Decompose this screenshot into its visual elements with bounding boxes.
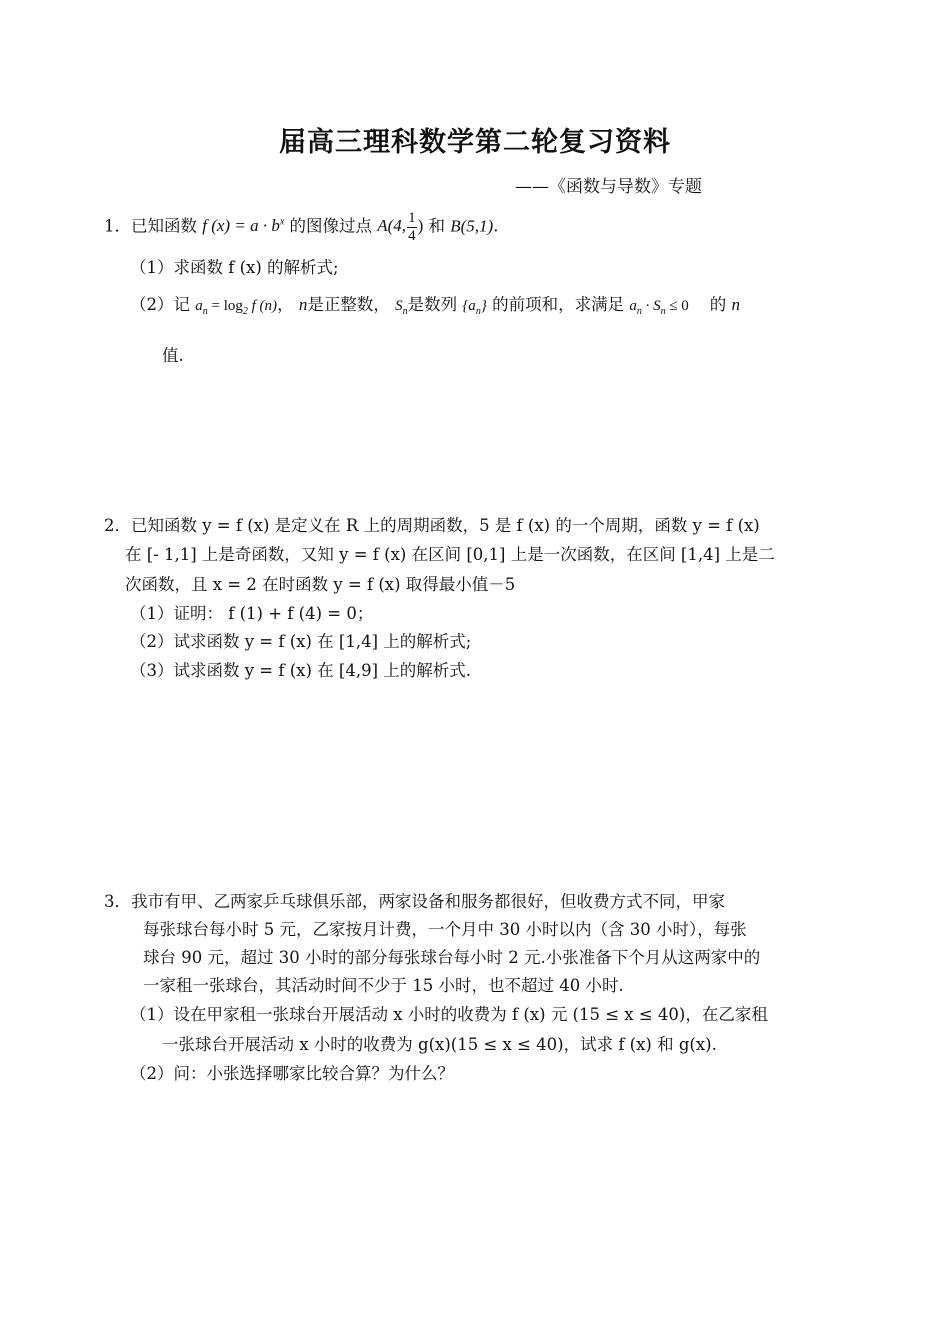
ineq-a: a xyxy=(629,298,637,314)
problem-1-sub-1: （1）求函数 f (x) 的解析式; xyxy=(130,258,339,277)
s-symbol: S xyxy=(395,298,403,314)
sequence-a-n xyxy=(195,298,278,317)
problem-1-text-b: 的图像过点 xyxy=(289,216,373,236)
a-symbol: a xyxy=(195,298,203,314)
sub-2-text-d: 是数列 xyxy=(407,295,458,314)
problem-2-line-1: 2．已知函数 y = f (x) 是定义在 R 上的周期函数，5 是 f (x) 的一个周期，函数 y = f (x) xyxy=(104,516,760,535)
point-a xyxy=(377,210,424,244)
problem-2-line-2: 在 [- 1,1] 上是奇函数，又知 y = f (x) 在区间 [0,1] 上是一次函数，在区间 [1,4] 上是二 xyxy=(125,545,775,564)
problem-1-text-a: 已知函数 xyxy=(131,216,197,236)
problem-3-sub-1a: （1）设在甲家租一张球台开展活动 x 小时的收费为 f (x) 元 (15 ≤ x ≤ 40)，在乙家租 xyxy=(130,1005,768,1024)
sequence-braces xyxy=(462,298,487,317)
problem-1-stem xyxy=(104,210,498,245)
problem-1-text-c: 和 xyxy=(428,216,445,236)
point-a-close: ) xyxy=(417,216,424,236)
log-base: 2 xyxy=(242,306,248,317)
ineq-s-sub: n xyxy=(660,306,666,317)
s-n xyxy=(395,298,408,317)
problem-2-sub-2: （2）试求函数 y = f (x) 在 [1,4] 上的解析式; xyxy=(130,632,472,651)
log-text: = log xyxy=(211,298,243,314)
problem-2-line-3: 次函数，且 x = 2 在时函数 y = f (x) 取得最小值－5 xyxy=(125,575,516,594)
problem-2-sub-3: （3）试求函数 y = f (x) 在 [4,9] 上的解析式. xyxy=(130,661,472,680)
problem-3-line-3: 球台 90 元，超过 30 小时的部分每张球台每小时 2 元.小张准备下个月从这两家中的 xyxy=(143,948,761,967)
problem-1-function xyxy=(202,216,284,235)
fraction-denominator: 4 xyxy=(408,228,416,244)
a-subscript: n xyxy=(202,306,208,317)
sub-2-text-f: 的 xyxy=(709,295,727,314)
fraction-one-quarter xyxy=(407,210,417,245)
problem-1-text-d: . xyxy=(493,216,499,236)
f-of-n: f (n) xyxy=(251,298,278,314)
problem-3-sub-1b: 一张球台开展活动 x 小时的收费为 g(x)(15 ≤ x ≤ 40)，试求 f (x) 和 g(x). xyxy=(162,1035,717,1054)
sub-2-text-c: 是正整数， xyxy=(307,295,390,314)
fraction-numerator: 1 xyxy=(408,210,416,226)
problem-1-sub-2-tail: 值. xyxy=(162,346,184,365)
seq-open: {a xyxy=(462,298,476,314)
ineq-a-sub: n xyxy=(636,306,642,317)
problem-3-line-2: 每张球台每小时 5 元，乙家按月计费，一个月中 30 小时以内（含 30 小时），每张 xyxy=(143,920,747,939)
function-expression: f (x) = a · b xyxy=(202,216,280,236)
s-subscript: n xyxy=(402,306,408,317)
problem-1-number: 1． xyxy=(104,216,131,236)
point-b: B(5,1) xyxy=(450,216,494,236)
problem-3-line-4: 一家租一张球台，其活动时间不少于 15 小时，也不超过 40 小时. xyxy=(143,976,624,995)
problem-3-line-1: 3．我市有甲、乙两家乒乓球俱乐部，两家设备和服务都很好，但收费方式不同，甲家 xyxy=(104,892,725,911)
point-a-prefix: A(4, xyxy=(377,216,407,236)
page-title: 届高三理科数学第二轮复习资料 xyxy=(279,127,671,158)
problem-3-sub-2: （2）问：小张选择哪家比较合算？为什么？ xyxy=(130,1064,454,1083)
ineq-end: ≤ 0 xyxy=(669,298,689,314)
ineq-mid: · S xyxy=(645,298,661,314)
sub-2-text-e: 的前项和，求满足 xyxy=(492,295,625,314)
sub-2-text-a: （2）记 xyxy=(130,295,190,314)
seq-subscript: n xyxy=(475,306,481,317)
seq-close: } xyxy=(480,298,487,314)
problem-1-sub-2 xyxy=(130,293,740,324)
inequality xyxy=(629,298,689,317)
problem-2-sub-1: （1）证明： f (1) + f (4) = 0； xyxy=(130,604,374,623)
function-exponent: x xyxy=(279,216,285,228)
page-subtitle: ——《函数与导数》专题 xyxy=(515,177,702,197)
n-symbol: n xyxy=(298,295,308,314)
n-symbol-2: n xyxy=(731,295,741,314)
sub-2-comma: ， xyxy=(277,295,294,314)
